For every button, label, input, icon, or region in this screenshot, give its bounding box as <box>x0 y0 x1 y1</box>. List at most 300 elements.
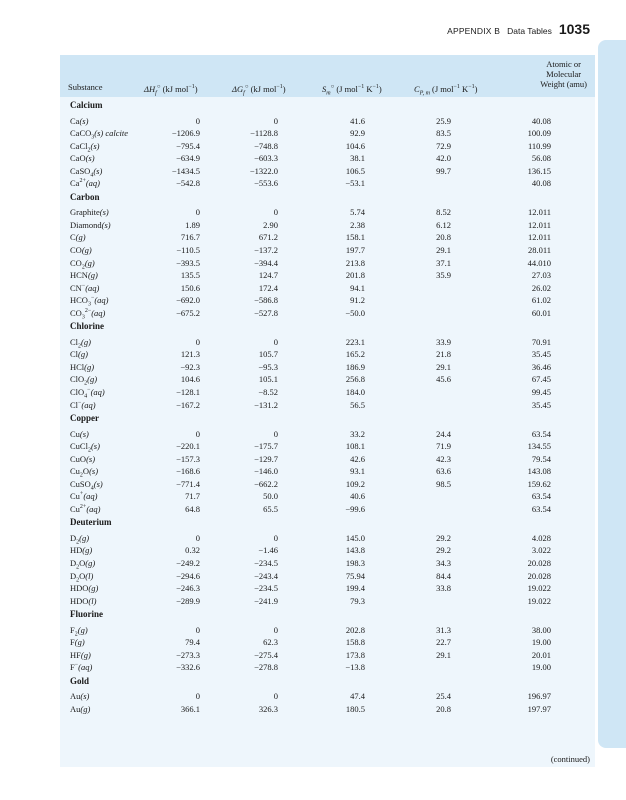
enthalpy-value: −771.4 <box>176 478 200 489</box>
gibbs-value: −131.2 <box>254 399 278 410</box>
enthalpy-value: −168.6 <box>176 466 200 477</box>
substance-cell <box>70 691 89 701</box>
gibbs-value: 326.3 <box>258 703 278 714</box>
enthalpy-value: 0.32 <box>185 545 200 556</box>
col-gibbs-sub: f <box>243 90 245 97</box>
col-entropy-exp1: −1 <box>357 84 365 90</box>
substance-cell <box>70 308 105 321</box>
formula: Au <box>70 703 81 714</box>
enthalpy-value: −332.6 <box>176 662 200 673</box>
heat-capacity-value: 20.8 <box>436 703 451 714</box>
molecular-weight-value: 79.54 <box>531 453 551 464</box>
substance-cell <box>70 207 109 217</box>
substance-cell <box>70 454 95 464</box>
heat-capacity-value: 37.1 <box>436 257 451 268</box>
state-label: (g) <box>81 336 91 347</box>
table-row <box>60 704 595 716</box>
col-heat-capacity-exp2: −1 <box>468 84 475 90</box>
table-row <box>60 245 595 257</box>
molecular-weight-value: 63.54 <box>531 503 551 514</box>
running-title: Data Tables <box>507 26 552 36</box>
substance-cell <box>70 128 128 141</box>
gibbs-value: 0 <box>273 207 278 218</box>
state-label: (s) <box>89 466 99 477</box>
enthalpy-value: 0 <box>195 115 200 126</box>
molecular-weight-value: 136.15 <box>527 165 551 176</box>
state-label: (g) <box>84 257 95 268</box>
table-row <box>60 558 595 570</box>
enthalpy-value: −634.9 <box>176 153 200 164</box>
heat-capacity-value: 29.2 <box>436 545 451 556</box>
substance-cell <box>70 258 95 271</box>
molecular-weight-value: 20.028 <box>527 570 551 581</box>
molecular-weight-value: 12.011 <box>527 219 551 230</box>
formula: CO <box>70 244 82 255</box>
enthalpy-value: −92.3 <box>180 361 200 372</box>
substance-cell <box>70 116 88 126</box>
enthalpy-value: −128.1 <box>176 386 200 397</box>
formula: F <box>70 637 75 648</box>
table-row <box>60 571 595 583</box>
formula: Cu <box>70 491 80 502</box>
heat-capacity-value: 84.4 <box>436 570 451 581</box>
entropy-value: 38.1 <box>350 153 365 164</box>
state-label: (s) <box>93 478 103 489</box>
heat-capacity-value: 31.3 <box>436 624 451 635</box>
substance-cell <box>70 374 97 387</box>
molecular-weight-value: 67.45 <box>531 374 551 385</box>
molecular-weight-value: 63.54 <box>531 428 551 439</box>
enthalpy-value: 71.7 <box>185 491 200 502</box>
table-row <box>60 479 595 491</box>
formula: CuCl <box>70 441 88 452</box>
enthalpy-value: 0 <box>195 207 200 218</box>
formula: Cl <box>70 336 79 347</box>
gibbs-value: 124.7 <box>258 270 278 281</box>
formula-tail: O <box>79 558 86 568</box>
table-row <box>60 504 595 516</box>
heat-capacity-value: 34.3 <box>436 558 451 568</box>
molecular-weight-value: 197.97 <box>527 703 551 714</box>
molecular-weight-value: 19.022 <box>527 583 551 594</box>
substance-cell <box>70 637 85 647</box>
state-label: (g) <box>84 361 95 372</box>
molecular-weight-value: 134.55 <box>527 441 551 452</box>
substance-cell <box>70 533 89 546</box>
formula: D <box>70 558 77 568</box>
formula-charge: − <box>74 662 79 669</box>
col-heat-capacity-close: ) <box>474 83 478 94</box>
state-label: (g) <box>87 270 98 281</box>
state-label: (g) <box>80 649 91 660</box>
enthalpy-value: −393.5 <box>176 257 200 268</box>
formula: F <box>70 624 75 635</box>
state-label: (g) <box>77 624 88 635</box>
enthalpy-value: −273.3 <box>176 649 200 660</box>
entropy-value: 106.5 <box>345 165 365 176</box>
formula-subscript: 2 <box>74 631 78 638</box>
formula: Au <box>70 691 81 702</box>
formula: HCO <box>70 295 88 306</box>
table-row <box>60 441 595 453</box>
formula: CO <box>70 257 82 268</box>
molecular-weight-value: 12.011 <box>527 207 551 218</box>
formula: Cu <box>70 503 80 514</box>
col-gibbs-sup: ○ <box>244 84 249 90</box>
entropy-value: 92.9 <box>350 128 365 139</box>
state-label: (g) <box>85 558 96 568</box>
gibbs-value: −234.5 <box>254 583 278 594</box>
entropy-value: 256.8 <box>345 374 365 385</box>
heat-capacity-value: 33.8 <box>436 583 451 594</box>
gibbs-value: 62.3 <box>263 637 278 648</box>
gibbs-value: −527.8 <box>254 307 278 318</box>
table-row <box>60 270 595 282</box>
formula: Ca <box>70 178 80 189</box>
group-heading: Deuterium <box>70 517 112 528</box>
molecular-weight-value: 3.022 <box>531 545 551 556</box>
heat-capacity-value: 72.9 <box>436 140 451 151</box>
substance-cell <box>70 558 95 571</box>
substance-cell <box>70 283 99 293</box>
state-label: (s) <box>90 441 100 452</box>
heat-capacity-value: 45.6 <box>436 374 451 385</box>
table-row <box>60 141 595 153</box>
table-row <box>60 362 595 374</box>
entropy-value: 2.38 <box>350 219 365 230</box>
table-row <box>60 596 595 608</box>
col-heat-capacity-sub: P, m <box>419 90 430 97</box>
substance-cell <box>70 400 96 410</box>
formula-subscript: 2 <box>76 539 80 546</box>
col-gibbs-close: ) <box>282 83 286 94</box>
substance-cell <box>70 387 105 400</box>
substance-cell <box>70 337 91 350</box>
molecular-weight-value: 28.011 <box>527 244 551 255</box>
formula-subscript: 2 <box>78 343 82 350</box>
col-heat-capacity-symbol: C <box>414 83 420 94</box>
group-heading: Fluorine <box>70 609 103 620</box>
entropy-value: 108.1 <box>345 441 365 452</box>
col-heat-capacity-unit: (J mol <box>432 83 454 94</box>
state-label: (aq) <box>81 399 96 410</box>
state-label: (s) calcite <box>94 128 128 139</box>
substance-cell <box>70 504 100 514</box>
formula-charge: − <box>81 282 86 289</box>
state-label: (s) <box>79 115 89 126</box>
molecular-weight-value: 159.62 <box>527 478 551 489</box>
col-heat-capacity-exp1: −1 <box>453 84 460 90</box>
gibbs-value: −553.6 <box>254 178 278 189</box>
entropy-value: 5.74 <box>350 207 365 218</box>
gibbs-value: −175.7 <box>254 441 278 452</box>
substance-cell <box>70 178 100 188</box>
entropy-value: −53.1 <box>345 178 365 189</box>
col-entropy-sub: m <box>326 90 331 97</box>
state-label: (g) <box>79 532 90 543</box>
col-entropy <box>322 82 382 99</box>
state-label: (aq) <box>85 178 101 189</box>
formula: Cu <box>70 466 80 477</box>
gibbs-value: 105.1 <box>258 374 278 385</box>
entropy-value: 42.6 <box>350 453 365 464</box>
entropy-value: 33.2 <box>350 428 365 439</box>
state-label: (s) <box>99 207 109 218</box>
col-mw-line3: Weight (amu) <box>540 79 587 89</box>
entropy-value: 79.3 <box>350 595 365 606</box>
col-gibbs-symbol: ΔG <box>232 83 244 94</box>
entropy-value: 143.8 <box>345 545 365 556</box>
gibbs-value: 0 <box>273 115 278 126</box>
table-row <box>60 128 595 140</box>
entropy-value: 47.4 <box>350 691 365 702</box>
enthalpy-value: −246.3 <box>176 583 200 594</box>
substance-cell <box>70 429 89 439</box>
substance-cell <box>70 220 111 230</box>
chapter-thumb-tab <box>598 40 626 748</box>
molecular-weight-value: 19.00 <box>531 662 551 673</box>
col-gibbs-exp: −1 <box>276 84 283 90</box>
table-column-headers <box>60 55 595 97</box>
group-heading: Chlorine <box>70 321 105 332</box>
heat-capacity-value: 99.7 <box>436 165 451 176</box>
col-enthalpy-exp: −1 <box>188 84 195 90</box>
table-row <box>60 533 595 545</box>
gibbs-value: 50.0 <box>263 491 278 502</box>
gibbs-value: 0 <box>273 532 278 543</box>
enthalpy-value: 0 <box>195 336 200 347</box>
table-row <box>60 454 595 466</box>
state-label: (g) <box>75 232 86 243</box>
entropy-value: 109.2 <box>345 478 365 489</box>
group-heading: Calcium <box>70 100 103 110</box>
heat-capacity-value: 20.8 <box>436 232 451 243</box>
gibbs-value: −146.0 <box>254 466 278 477</box>
formula-subscript: 2 <box>87 447 91 454</box>
molecular-weight-value: 99.45 <box>531 386 551 397</box>
entropy-value: 197.7 <box>345 244 365 255</box>
molecular-weight-value: 100.09 <box>527 128 551 139</box>
state-label: (aq) <box>78 662 93 673</box>
gibbs-value: 671.2 <box>258 232 278 243</box>
entropy-value: 173.8 <box>345 649 365 660</box>
enthalpy-value: 0 <box>195 428 200 439</box>
entropy-value: 198.3 <box>345 558 365 568</box>
enthalpy-value: −220.1 <box>176 441 200 452</box>
formula: D <box>70 532 77 543</box>
molecular-weight-value: 4.028 <box>531 532 551 543</box>
entropy-value: 91.2 <box>350 295 365 306</box>
entropy-value: 56.5 <box>350 399 365 410</box>
enthalpy-value: −675.2 <box>176 307 200 318</box>
formula-charge: 2+ <box>79 178 86 185</box>
table-row <box>60 466 595 478</box>
molecular-weight-value: 40.08 <box>531 178 551 189</box>
state-label: (g) <box>82 545 93 556</box>
enthalpy-value: 104.6 <box>180 374 200 385</box>
formula: ClO <box>70 386 85 397</box>
table-row <box>60 116 595 128</box>
col-mw-line2: Molecular <box>546 69 582 79</box>
col-substance: Substance <box>68 82 103 92</box>
table-row <box>60 166 595 178</box>
col-enthalpy-sub: f <box>155 90 157 97</box>
molecular-weight-value: 196.97 <box>527 691 551 702</box>
formula-tail: O <box>79 570 86 581</box>
table-row <box>60 387 595 399</box>
state-label: (s) <box>93 165 103 176</box>
state-label: (aq) <box>90 386 105 397</box>
col-molecular-weight <box>540 59 587 89</box>
substance-cell <box>70 479 103 492</box>
heat-capacity-value: 42.3 <box>436 453 451 464</box>
formula: CuO <box>70 453 87 464</box>
table-row <box>60 337 595 349</box>
enthalpy-value: 0 <box>195 624 200 635</box>
substance-cell <box>70 362 94 372</box>
entropy-value: 158.8 <box>345 637 365 648</box>
gibbs-value: −603.3 <box>254 153 278 164</box>
formula: Cl <box>70 349 79 360</box>
enthalpy-value: 150.6 <box>180 282 200 293</box>
heat-capacity-value: 42.0 <box>436 153 451 164</box>
molecular-weight-value: 35.45 <box>531 399 551 410</box>
table-row <box>60 400 595 412</box>
state-label: (s) <box>101 219 111 230</box>
heat-capacity-value: 71.9 <box>436 441 451 452</box>
heat-capacity-value: 29.1 <box>436 244 451 255</box>
formula: ClO <box>70 374 85 385</box>
col-gibbs-unit: (kJ mol <box>250 83 277 94</box>
enthalpy-value: −289.9 <box>176 595 200 606</box>
page-header <box>447 21 590 37</box>
formula: CO <box>70 307 82 318</box>
enthalpy-value: 716.7 <box>180 232 200 243</box>
molecular-weight-value: 19.022 <box>527 595 551 606</box>
state-label: (s) <box>85 153 95 164</box>
formula: Diamond <box>70 219 102 230</box>
formula: Ca <box>70 115 80 126</box>
state-label: (aq) <box>94 295 109 306</box>
table-row <box>60 691 595 703</box>
formula: D <box>70 570 77 581</box>
col-entropy-sup: ○ <box>330 84 335 90</box>
table-row <box>60 178 595 190</box>
enthalpy-value: −110.5 <box>176 244 200 255</box>
state-label: (g) <box>88 583 99 594</box>
formula: CN <box>70 282 82 293</box>
formula-subscript: 2 <box>84 381 88 388</box>
formula-charge: + <box>79 491 84 498</box>
entropy-value: 186.9 <box>345 361 365 372</box>
molecular-weight-value: 12.011 <box>527 232 551 243</box>
formula-charge: 2− <box>84 307 92 314</box>
formula: CaCl <box>70 140 88 151</box>
group-heading: Carbon <box>70 191 100 202</box>
table-row <box>60 295 595 307</box>
heat-capacity-value: 25.9 <box>436 115 451 126</box>
page-number: 1035 <box>558 21 590 37</box>
formula-subscript: 2 <box>81 264 85 271</box>
molecular-weight-value: 20.028 <box>527 558 551 568</box>
substance-cell <box>70 704 90 714</box>
substance-cell <box>70 650 91 660</box>
entropy-value: 199.4 <box>345 583 365 594</box>
col-enthalpy-symbol: ΔH <box>144 83 156 94</box>
entropy-value: 94.1 <box>350 282 365 293</box>
col-gibbs <box>232 82 286 99</box>
state-label: (g) <box>81 244 92 255</box>
gibbs-value: −95.3 <box>258 361 278 372</box>
formula: HD <box>70 545 83 556</box>
enthalpy-value: 64.8 <box>185 503 200 514</box>
gibbs-value: 0 <box>273 336 278 347</box>
heat-capacity-value: 98.5 <box>436 478 451 489</box>
entropy-value: 184.0 <box>345 386 365 397</box>
appendix-label: APPENDIX B <box>447 26 501 36</box>
state-label: (l) <box>88 595 97 606</box>
formula: HDO <box>70 583 89 594</box>
enthalpy-value: 0 <box>195 532 200 543</box>
state-label: (s) <box>90 140 100 151</box>
state-label: (g) <box>87 374 98 385</box>
molecular-weight-value: 26.02 <box>531 282 551 293</box>
gibbs-value: 0 <box>273 691 278 702</box>
molecular-weight-value: 38.00 <box>531 624 551 635</box>
heat-capacity-value: 29.1 <box>436 649 451 660</box>
col-heat-capacity <box>414 82 477 99</box>
gibbs-value: −1.46 <box>258 545 278 556</box>
table-row <box>60 429 595 441</box>
substance-cell <box>70 583 98 593</box>
formula-subscript: 2 <box>76 577 80 584</box>
gibbs-value: −241.9 <box>254 595 278 606</box>
heat-capacity-value: 83.5 <box>436 128 451 139</box>
gibbs-value: −662.2 <box>254 478 278 489</box>
molecular-weight-value: 40.08 <box>531 115 551 126</box>
formula: F <box>70 662 75 673</box>
heat-capacity-value: 22.7 <box>436 637 451 648</box>
formula-subscript: 2 <box>76 564 80 571</box>
state-label: (s) <box>86 453 96 464</box>
substance-cell <box>70 545 92 555</box>
enthalpy-value: −167.2 <box>176 399 200 410</box>
molecular-weight-value: 20.01 <box>531 649 551 660</box>
molecular-weight-value: 36.46 <box>531 361 551 372</box>
gibbs-value: −234.5 <box>254 558 278 568</box>
formula: CaCO <box>70 128 92 139</box>
table-row <box>60 662 595 674</box>
state-label: (g) <box>80 703 91 714</box>
formula: CuSO <box>70 478 91 489</box>
state-label: (g) <box>74 637 85 648</box>
molecular-weight-value: 143.08 <box>527 466 551 477</box>
entropy-value: 165.2 <box>345 349 365 360</box>
col-enthalpy-close: ) <box>194 83 198 94</box>
col-entropy-symbol: S <box>322 83 327 94</box>
enthalpy-value: −795.4 <box>176 140 200 151</box>
molecular-weight-value: 27.03 <box>531 270 551 281</box>
heat-capacity-value: 63.6 <box>436 466 451 477</box>
table-row <box>60 583 595 595</box>
formula-subscript: 4 <box>90 485 94 492</box>
entropy-value: 213.8 <box>345 257 365 268</box>
formula: Graphite <box>70 207 100 218</box>
entropy-value: 158.1 <box>345 232 365 243</box>
gibbs-value: −394.4 <box>254 257 278 268</box>
enthalpy-value: 1.89 <box>185 219 200 230</box>
gibbs-value: 105.7 <box>258 349 278 360</box>
